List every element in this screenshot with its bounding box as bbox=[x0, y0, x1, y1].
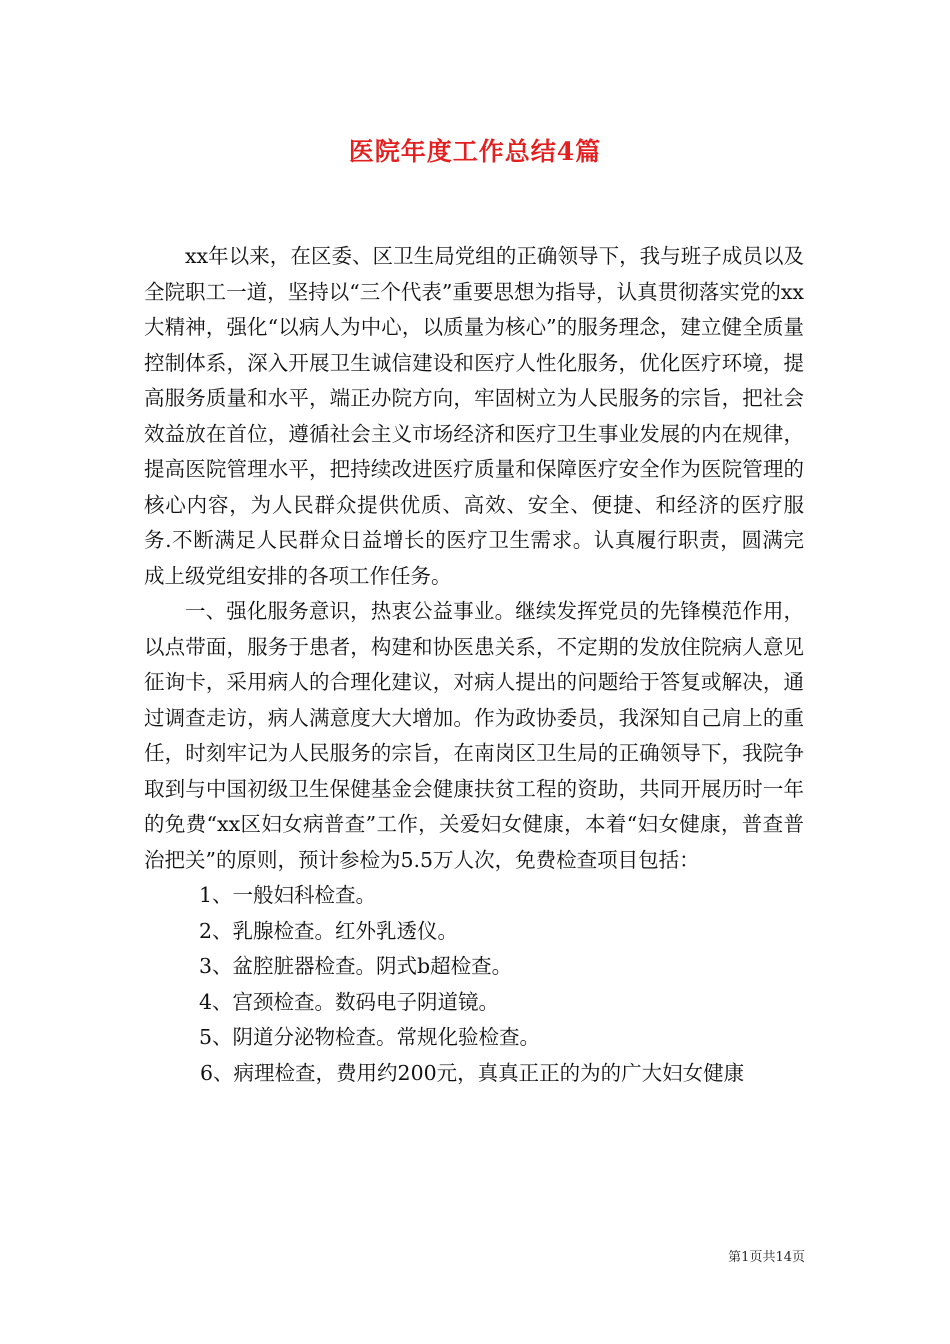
document-title: 医院年度工作总结4篇 bbox=[348, 137, 602, 166]
list-item: 6、病理检查，费用约200元，真真正正的为的广大妇女健康 bbox=[200, 1060, 745, 1085]
list-item: 1、一般妇科检查。 bbox=[199, 883, 377, 907]
list-item: 3、盆腔脏器检查。阴式b超检查。 bbox=[199, 954, 513, 978]
list-item: 5、阴道分泌物检查。常规化验检查。 bbox=[199, 1025, 541, 1049]
list-item: 4、宫颈检查。数码电子阴道镜。 bbox=[199, 989, 500, 1014]
document-body bbox=[144, 239, 804, 1091]
section-one-paragraph: 一、强化服务意识，热衷公益事业。继续发挥党员的先锋模范作用，以点带面，服务于患者，构建和协医患关系，不定期的发放住院病人意见征询卡，采用病人的合理化建议，对病人提出的问题给于答复或解决，通过调查走访，病人满意度大大增加。作为政协委员，我深知自己肩上的重任，时刻牢记为人民服务的宗旨，在南岗区卫生局的正确领导下，我院争取到与中国初级卫生保健基金会健康扶贫工程的资助，共同开展历时一年的免费“xx区妇女病普查”工作，关爱妇女健康，本着“妇女健康，普查普治把关”的原则，预计参检为5.5万人次，免费检查项目包括： bbox=[144, 599, 804, 872]
intro-paragraph: xx年以来，在区委、区卫生局党组的正确领导下，我与班子成员以及全院职工一道，坚持以“三个代表”重要思想为指导，认真贯彻落实党的xx大精神，强化“以病人为中心，以质量为核心”的服务理念，建立健全质量控制体系，深入开展卫生诚信建设和医疗人性化服务，优化医疗环境，提高服务质量和水平，端正办院方向，牢固树立为人民服务的宗旨，把社会效益放在首位，遵循社会主义市场经济和医疗卫生事业发展的内在规律，提高医院管理水平，把持续改进医疗质量和保障医疗安全作为医院管理的核心内容，为人民群众提供优质、高效、安全、便捷、和经济的医疗服务.不断满足人民群众日益增长的医疗卫生需求。认真履行职责，圆满完成上级党组安排的各项工作任务。 bbox=[144, 244, 804, 588]
page-number: 第1页共14页 bbox=[728, 1250, 805, 1265]
list-item: 2、乳腺检查。红外乳透仪。 bbox=[199, 918, 459, 943]
